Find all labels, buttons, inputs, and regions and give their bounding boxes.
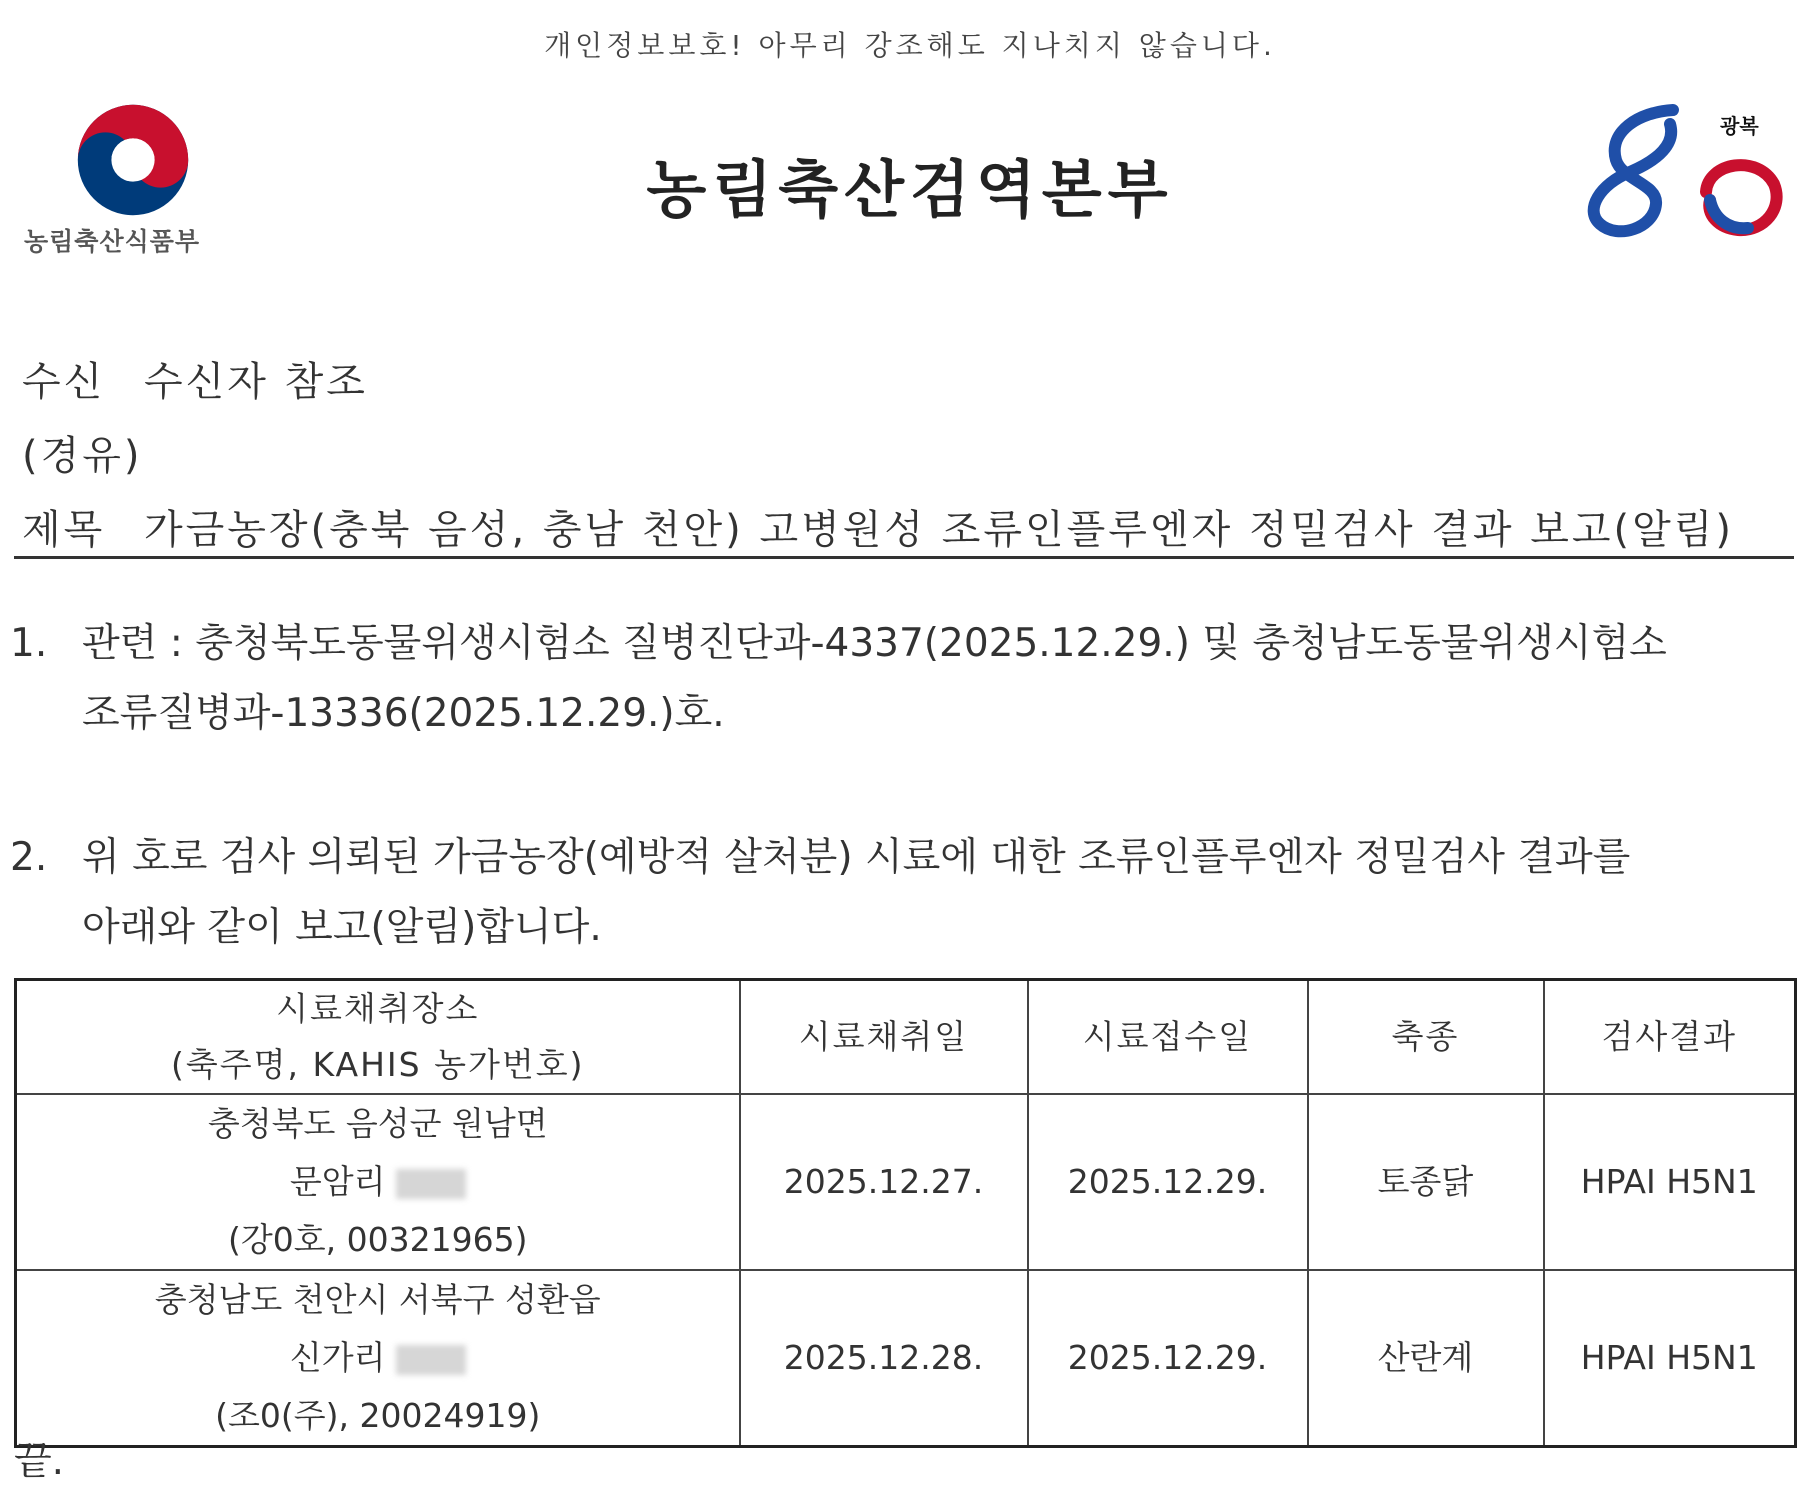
- result-cell: HPAI H5N1: [1544, 1094, 1796, 1270]
- header-sample-date: 시료채취일: [740, 980, 1028, 1095]
- species-cell: 산란계: [1308, 1270, 1544, 1447]
- receipt-date-cell: 2025.12.29.: [1028, 1094, 1308, 1270]
- paragraph-1: [10, 612, 1667, 668]
- receipt-date-cell: 2025.12.29.: [1028, 1270, 1308, 1447]
- address-line-1: 충청남도 천안시 서북구 성환읍: [154, 1280, 601, 1319]
- sample-place-cell: [16, 1094, 740, 1270]
- sample-date-cell: 2025.12.27.: [740, 1094, 1028, 1270]
- owner-farm-id: (강0호, 00321965): [228, 1220, 528, 1259]
- address-line-2: 문암리: [17, 1153, 739, 1211]
- end-mark: 끝.: [14, 1439, 65, 1484]
- subject-label: 제목: [22, 507, 106, 553]
- subject-value: 가금농장(충북 음성, 충남 천안) 고병원성 조류인플루엔자 정밀검사 결과 보고(알림): [144, 507, 1734, 553]
- paragraph-2-line-1: 위 호로 검사 의뢰된 가금농장(예방적 살처분) 시료에 대한 조류인플루엔자 정밀검사 결과를: [82, 835, 1631, 880]
- recipient-value: 수신자 참조: [144, 359, 368, 405]
- agency-title: 농림축산검역본부: [646, 153, 1174, 226]
- paragraph-1-number: 1.: [10, 621, 48, 666]
- redacted-block: [396, 1169, 466, 1199]
- table-header-row: [16, 980, 1796, 1095]
- species-cell: 토종닭: [1308, 1094, 1544, 1270]
- header-result: 검사결과: [1544, 980, 1796, 1095]
- recipient-label: 수신: [22, 359, 106, 405]
- paragraph-2-number: 2.: [10, 835, 48, 880]
- header-receipt-date: 시료접수일: [1028, 980, 1308, 1095]
- subject-divider: [14, 556, 1794, 559]
- paragraph-1-line-1: 관련 : 충청북도동물위생시험소 질병진단과-4337(2025.12.29.) 및 충청남도동물위생시험소: [82, 621, 1667, 666]
- sample-place-cell: [16, 1270, 740, 1447]
- liberation-80th-logo: [1578, 92, 1798, 262]
- privacy-notice: 개인정보보호! 아무리 강조해도 지나치지 않습니다.: [544, 29, 1276, 62]
- header-species: 축종: [1308, 980, 1544, 1095]
- owner-farm-id: (조0(주), 20024919): [215, 1396, 541, 1435]
- anniversary-tag: 광복: [1720, 114, 1759, 138]
- table-row: [16, 1270, 1796, 1447]
- recipient-line: [22, 350, 368, 407]
- header-sample-place-line-2: (축주명, KAHIS 농가번호): [171, 1045, 585, 1084]
- subject-line: [22, 498, 1734, 555]
- via-line: (경유): [22, 433, 143, 479]
- address-line-2: 신가리: [17, 1329, 739, 1387]
- paragraph-1-line-2: 조류질병과-13336(2025.12.29.)호.: [82, 691, 725, 736]
- address-line-1: 충청북도 음성군 원남면: [207, 1104, 548, 1143]
- redacted-block: [396, 1345, 466, 1375]
- ministry-caption: 농림축산식품부: [24, 227, 201, 256]
- table-row: [16, 1094, 1796, 1270]
- paragraph-2-line-2: 아래와 같이 보고(알림)합니다.: [82, 905, 602, 950]
- results-table: [14, 978, 1797, 1448]
- paragraph-2: [10, 826, 1630, 882]
- header-sample-place-line-1: 시료채취장소: [276, 989, 480, 1028]
- sample-date-cell: 2025.12.28.: [740, 1270, 1028, 1447]
- result-cell: HPAI H5N1: [1544, 1270, 1796, 1447]
- header-sample-place: [16, 980, 740, 1095]
